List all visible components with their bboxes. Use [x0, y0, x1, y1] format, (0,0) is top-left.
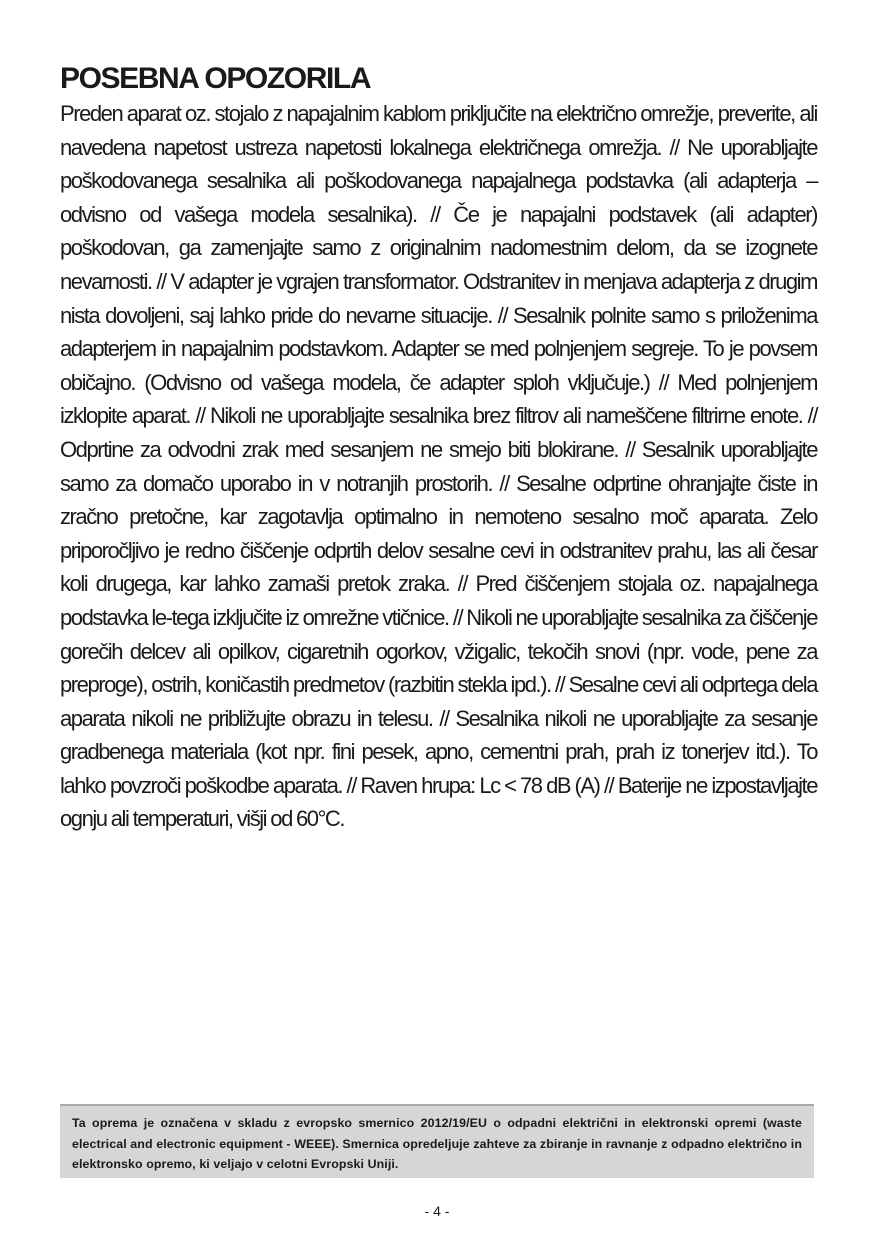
weee-notice-text: Ta oprema je označena v skladu z evropsko smernico 2012/19/EU o odpadni električni in elektronski opremi (waste electrical and electronic equipment - WEEE). Smernica opredeljuje zahteve za zbiranje in ravnanje z odpadno električno in elektronsko opremo, ki veljajo v celotni Evropski Uniji.: [72, 1116, 802, 1171]
page-number: - 4 -: [424, 1203, 450, 1219]
weee-notice-box: [60, 1104, 814, 1178]
section-heading: POSEBNA OPOZORILA: [60, 62, 371, 95]
warnings-paragraph: Preden aparat oz. stojalo z napajalnim kablom priključite na električno omrežje, preverite, ali navedena napetost ustreza napetosti lokalnega električnega omrežja. // Ne uporabljajte poškodovanega sesalnika ali poškodovanega napajalnega podstavka (ali adapterja – odvisno od vašega modela sesalnika). // Če je napajalni podstavek (ali adapter) poškodovan, ga zamenjajte samo z originalnim nadomestnim delom, da se izognete nevarnosti. // V adapter je vgrajen transformator. Odstranitev in menjava adapterja z drugim nista dovoljeni, saj lahko pride do nevarne situacije. // Sesalnik polnite samo s priloženima adapterjem in napajalnim podstavkom. Adapter se med polnjenjem segreje. To je povsem običajno. (Odvisno od vašega modela, če adapter sploh vključuje.) // Med polnjenjem izklopite aparat. // Nikoli ne uporabljajte sesalnika brez filtrov ali nameščene filtrirne enote. // Odprtine za odvodni zrak med sesanjem ne smejo biti blokirane. // Sesalnik uporabljajte samo za domačo uporabo in v notranjih prostorih. // Sesalne odprtine ohranjajte čiste in zračno pretočne, kar zagotavlja optimalno in nemoteno sesalno moč aparata. Zelo priporočljivo je redno čiščenje odprtih delov sesalne cevi in odstranitev prahu, las ali česar koli drugega, kar lahko zamaši pretok zraka. // Pred čiščenjem stojala oz. napajalnega podstavka le-tega izključite iz omrežne vtičnice. // Nikoli ne uporabljajte sesalnika za čiščenje gorečih delcev ali opilkov, cigaretnih ogorkov, vžigalic, tekočih snovi (npr. vode, pene za preproge), ostrih, koničastih predmetov (razbitin stekla ipd.). // Sesalne cevi ali odprtega dela aparata nikoli ne približujte obrazu in telesu. // Sesalnika nikoli ne uporabljajte za sesanje gradbenega materiala (kot npr. fini pesek, apno, cementni prah, prah iz tonerjev itd.). To lahko povzroči poškodbe aparata. // Raven hrupa: Lc < 78 dB (A) // Baterije ne izpostavljajte ognju ali temperaturi, višji od 60°C.: [60, 101, 818, 832]
